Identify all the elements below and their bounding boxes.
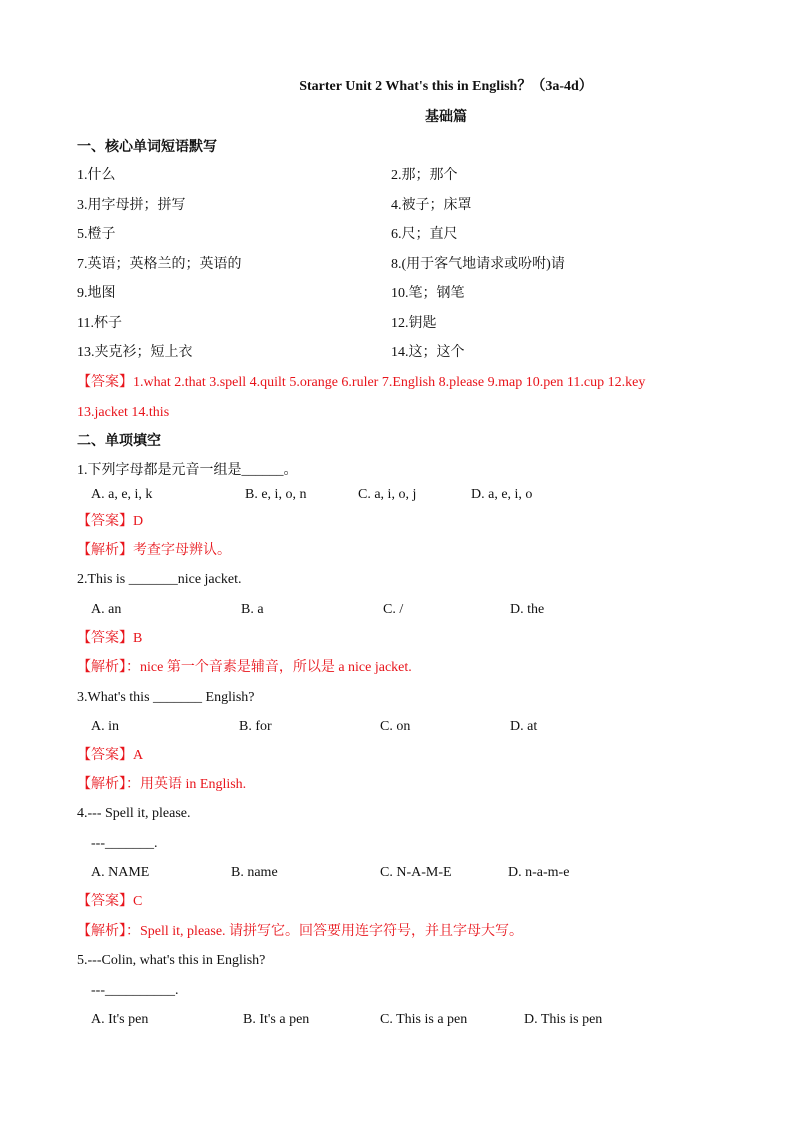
analysis: 【解析】考查字母辨认。: [77, 543, 231, 558]
vocab-item: 3.用字母拼；拼写: [77, 198, 186, 213]
document-title: [0, 79, 800, 95]
answer-blank: ---__________.: [91, 983, 179, 998]
option-d: D. n-a-m-e: [508, 865, 570, 880]
document-subtitle: [0, 110, 800, 126]
analysis: 【解析】：nice 第一个音素是辅音，所以是 a nice jacket.: [77, 660, 412, 675]
vocab-item: 8.(用于客气地请求或吩咐)请: [391, 257, 565, 272]
vocab-item: 14.这；这个: [391, 345, 465, 360]
option-a: A. in: [91, 719, 119, 734]
option-a: A. It's pen: [91, 1012, 149, 1027]
question-stem: 5.---Colin, what's this in English?: [77, 953, 266, 968]
title-text: Starter Unit 2 What's this in English？（3a-4d）: [299, 79, 593, 94]
question-stem: 1.下列字母都是元音一组是______。: [77, 463, 298, 478]
option-b: B. e, i, o, n: [245, 487, 307, 502]
analysis: 【解析】：Spell it, please. 请拼写它。回答要用连字符号，并且字母大写。: [77, 924, 524, 939]
analysis: 【解析】：用英语 in English.: [77, 777, 247, 792]
option-d: D. at: [510, 719, 538, 734]
vocab-item: 1.什么: [77, 168, 116, 183]
subtitle-text: 基础篇: [425, 110, 467, 125]
option-a: A. an: [91, 602, 122, 617]
answer-blank: ---_______.: [91, 836, 158, 851]
vocab-item: 4.被子；床罩: [391, 198, 472, 213]
section1-answer-line2: 13.jacket 14.this: [77, 405, 170, 420]
option-d: D. a, e, i, o: [471, 487, 533, 502]
option-c: C. This is a pen: [380, 1012, 468, 1027]
answer: 【答案】C: [77, 894, 143, 909]
vocab-item: 12.钥匙: [391, 316, 437, 331]
question-stem: 4.--- Spell it, please.: [77, 806, 191, 821]
answer: 【答案】A: [77, 748, 144, 763]
option-b: B. name: [231, 865, 278, 880]
vocab-item: 13.夹克衫；短上衣: [77, 345, 193, 360]
option-b: B. for: [239, 719, 272, 734]
section1-answer-line1: 【答案】1.what 2.that 3.spell 4.quilt 5.orange 6.ruler 7.English 8.please 9.map 10.pen 11.cup 12.key: [77, 375, 646, 390]
option-b: B. It's a pen: [243, 1012, 310, 1027]
question-stem: 3.What's this _______ English?: [77, 690, 255, 705]
option-d: D. the: [510, 602, 545, 617]
option-c: C. on: [380, 719, 411, 734]
answer: 【答案】B: [77, 631, 143, 646]
vocab-item: 5.橙子: [77, 227, 116, 242]
vocab-item: 9.地图: [77, 286, 116, 301]
vocab-item: 10.笔；钢笔: [391, 286, 465, 301]
section2-heading: 二、单项填空: [77, 434, 161, 449]
vocab-item: 11.杯子: [77, 316, 122, 331]
option-c: C. /: [383, 602, 404, 617]
vocab-item: 6.尺；直尺: [391, 227, 458, 242]
option-d: D. This is pen: [524, 1012, 603, 1027]
option-c: C. N-A-M-E: [380, 865, 452, 880]
option-b: B. a: [241, 602, 264, 617]
section1-heading: 一、核心单词短语默写: [77, 140, 217, 155]
question-stem: 2.This is _______nice jacket.: [77, 572, 242, 587]
option-c: C. a, i, o, j: [358, 487, 417, 502]
vocab-item: 2.那；那个: [391, 168, 458, 183]
option-a: A. NAME: [91, 865, 150, 880]
option-a: A. a, e, i, k: [91, 487, 153, 502]
answer: 【答案】D: [77, 514, 144, 529]
vocab-item: 7.英语；英格兰的；英语的: [77, 257, 242, 272]
